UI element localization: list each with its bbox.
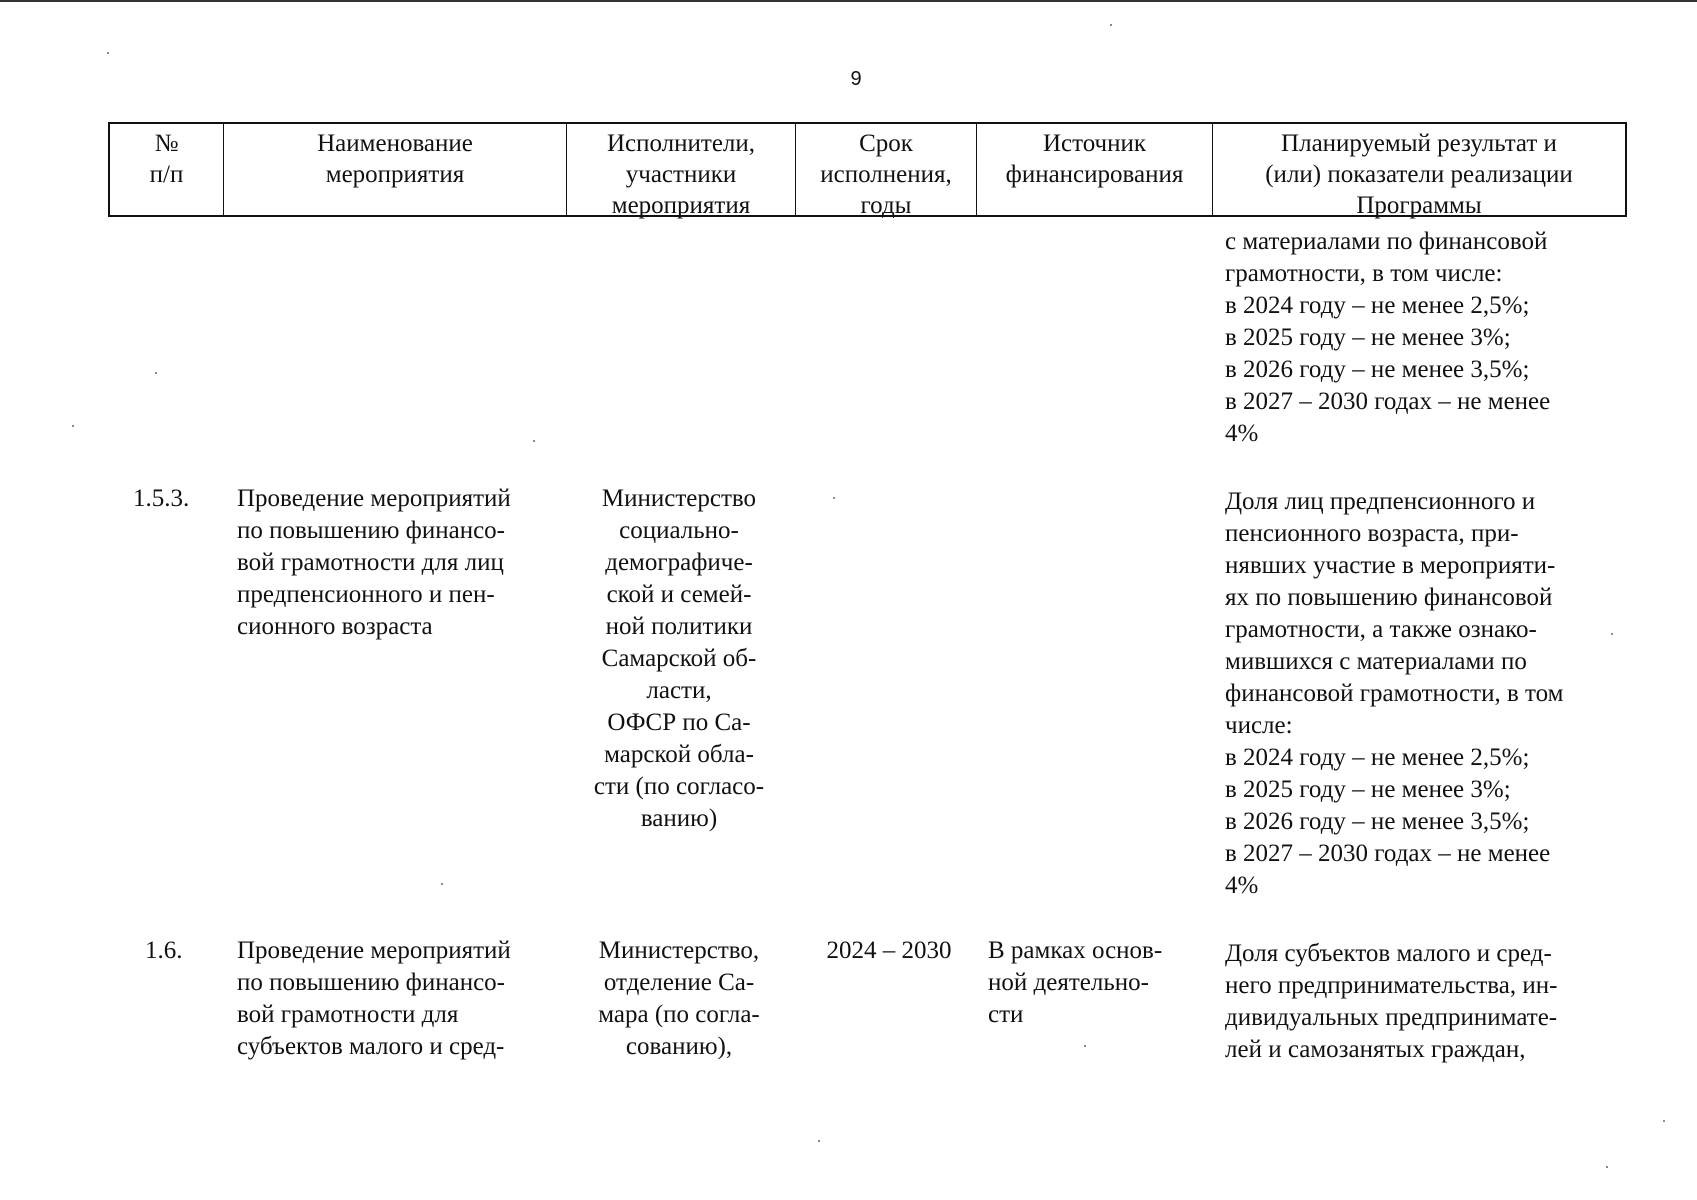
scan-speck xyxy=(72,425,74,427)
text-line: ной политики xyxy=(605,613,753,640)
header-term: Срок исполнения, годы xyxy=(796,124,977,215)
text-line: Министерство, xyxy=(598,937,760,964)
scan-speck xyxy=(1606,1166,1608,1168)
header-result: Планируемый результат и (или) показатели реализации Программы xyxy=(1265,130,1573,219)
text-line: дивидуальных предпринимате- xyxy=(1225,1004,1558,1031)
scan-speck xyxy=(1663,1120,1665,1122)
text-line: вой грамотности для лиц xyxy=(237,549,504,576)
text-line: марской обла- xyxy=(604,741,754,768)
scan-speck xyxy=(1611,633,1613,635)
text-line: мара (по согла- xyxy=(598,1001,760,1028)
scan-top-edge xyxy=(0,0,1697,2)
row-number: 1.6. xyxy=(145,937,183,964)
text-line: предпенсионного и пен- xyxy=(237,581,495,608)
table-header xyxy=(108,122,1627,217)
row-source xyxy=(988,935,1198,1031)
text-line: нявших участие в мероприяти- xyxy=(1225,552,1556,579)
row-executors xyxy=(575,483,783,835)
header-name: Наименование мероприятия xyxy=(224,124,567,215)
text-line: ванию) xyxy=(640,805,718,832)
text-line: пенсионного возраста, при- xyxy=(1225,520,1519,547)
text-line: субъектов малого и сред- xyxy=(237,1033,505,1060)
text-line: Министерство xyxy=(601,485,757,512)
row-name xyxy=(237,935,553,1063)
continuation-result xyxy=(1225,226,1611,450)
text-line: ОФСР по Са- xyxy=(607,709,751,736)
text-line: вой грамотности для xyxy=(237,1001,459,1028)
text-line: Доля лиц предпенсионного и xyxy=(1225,488,1536,515)
text-line: ласти, xyxy=(646,677,712,704)
text-line: в 2027 – 2030 годах – не менее xyxy=(1225,840,1551,867)
scan-speck xyxy=(1084,1045,1086,1047)
text-line: ной деятельно- xyxy=(988,969,1149,996)
text-line: ской и семей- xyxy=(606,581,752,608)
row-result xyxy=(1225,486,1611,902)
row-number: 1.5.3. xyxy=(133,485,190,512)
text-line: в 2024 году – не менее 2,5%; xyxy=(1225,744,1530,771)
scan-speck xyxy=(533,440,535,442)
text-line: В рамках основ- xyxy=(988,937,1163,964)
row-name xyxy=(237,483,553,643)
text-line: в 2025 году – не менее 3%; xyxy=(1225,776,1511,803)
text-line: по повышению финансо- xyxy=(237,517,505,544)
header-source: Источник финансирования xyxy=(977,124,1213,215)
page-number: 9 xyxy=(850,68,862,90)
text-line: 4% xyxy=(1225,872,1259,899)
scan-speck xyxy=(155,372,157,374)
row-term: 2024 – 2030 xyxy=(826,937,952,964)
text-line: мившихся с материалами по xyxy=(1225,648,1527,675)
text-line: грамотности, в том числе: xyxy=(1225,260,1503,287)
scan-speck xyxy=(818,1140,820,1142)
text-line: в 2025 году – не менее 3%; xyxy=(1225,324,1511,351)
text-line: 4% xyxy=(1225,420,1259,447)
text-line: в 2024 году – не менее 2,5%; xyxy=(1225,292,1530,319)
row-result xyxy=(1225,938,1611,1066)
row-executors xyxy=(575,935,783,1063)
header-number: № п/п xyxy=(110,124,224,215)
text-line: Проведение мероприятий xyxy=(237,485,511,512)
text-line: Доля субъектов малого и сред- xyxy=(1225,940,1552,967)
text-line: ях по повышению финансовой xyxy=(1225,584,1553,611)
text-line: сованию), xyxy=(625,1033,733,1060)
text-line: по повышению финансо- xyxy=(237,969,505,996)
text-line: демографиче- xyxy=(605,549,753,576)
text-line: в 2026 году – не менее 3,5%; xyxy=(1225,808,1530,835)
text-line: с материалами по финансовой xyxy=(1225,228,1548,255)
text-line: него предпринимательства, ин- xyxy=(1225,972,1558,999)
text-line: социально- xyxy=(619,517,739,544)
text-line: в 2026 году – не менее 3,5%; xyxy=(1225,356,1530,383)
text-line: финансовой грамотности, в том xyxy=(1225,680,1564,707)
text-line: в 2027 – 2030 годах – не менее xyxy=(1225,388,1551,415)
text-line: числе: xyxy=(1225,712,1293,739)
text-line: Самарской об- xyxy=(601,645,757,672)
text-line: сти xyxy=(988,1001,1024,1028)
header-executors: Исполнители, участники мероприятия xyxy=(567,124,796,215)
scan-speck xyxy=(1110,24,1112,26)
text-line: сионного возраста xyxy=(237,613,433,640)
scan-speck xyxy=(107,52,109,54)
scan-speck xyxy=(441,883,443,885)
text-line: сти (по согласо- xyxy=(593,773,765,800)
scan-speck xyxy=(833,497,835,499)
text-line: отделение Са- xyxy=(603,969,755,996)
text-line: грамотности, а также ознако- xyxy=(1225,616,1537,643)
text-line: Проведение мероприятий xyxy=(237,937,511,964)
text-line: лей и самозанятых граждан, xyxy=(1225,1036,1526,1063)
